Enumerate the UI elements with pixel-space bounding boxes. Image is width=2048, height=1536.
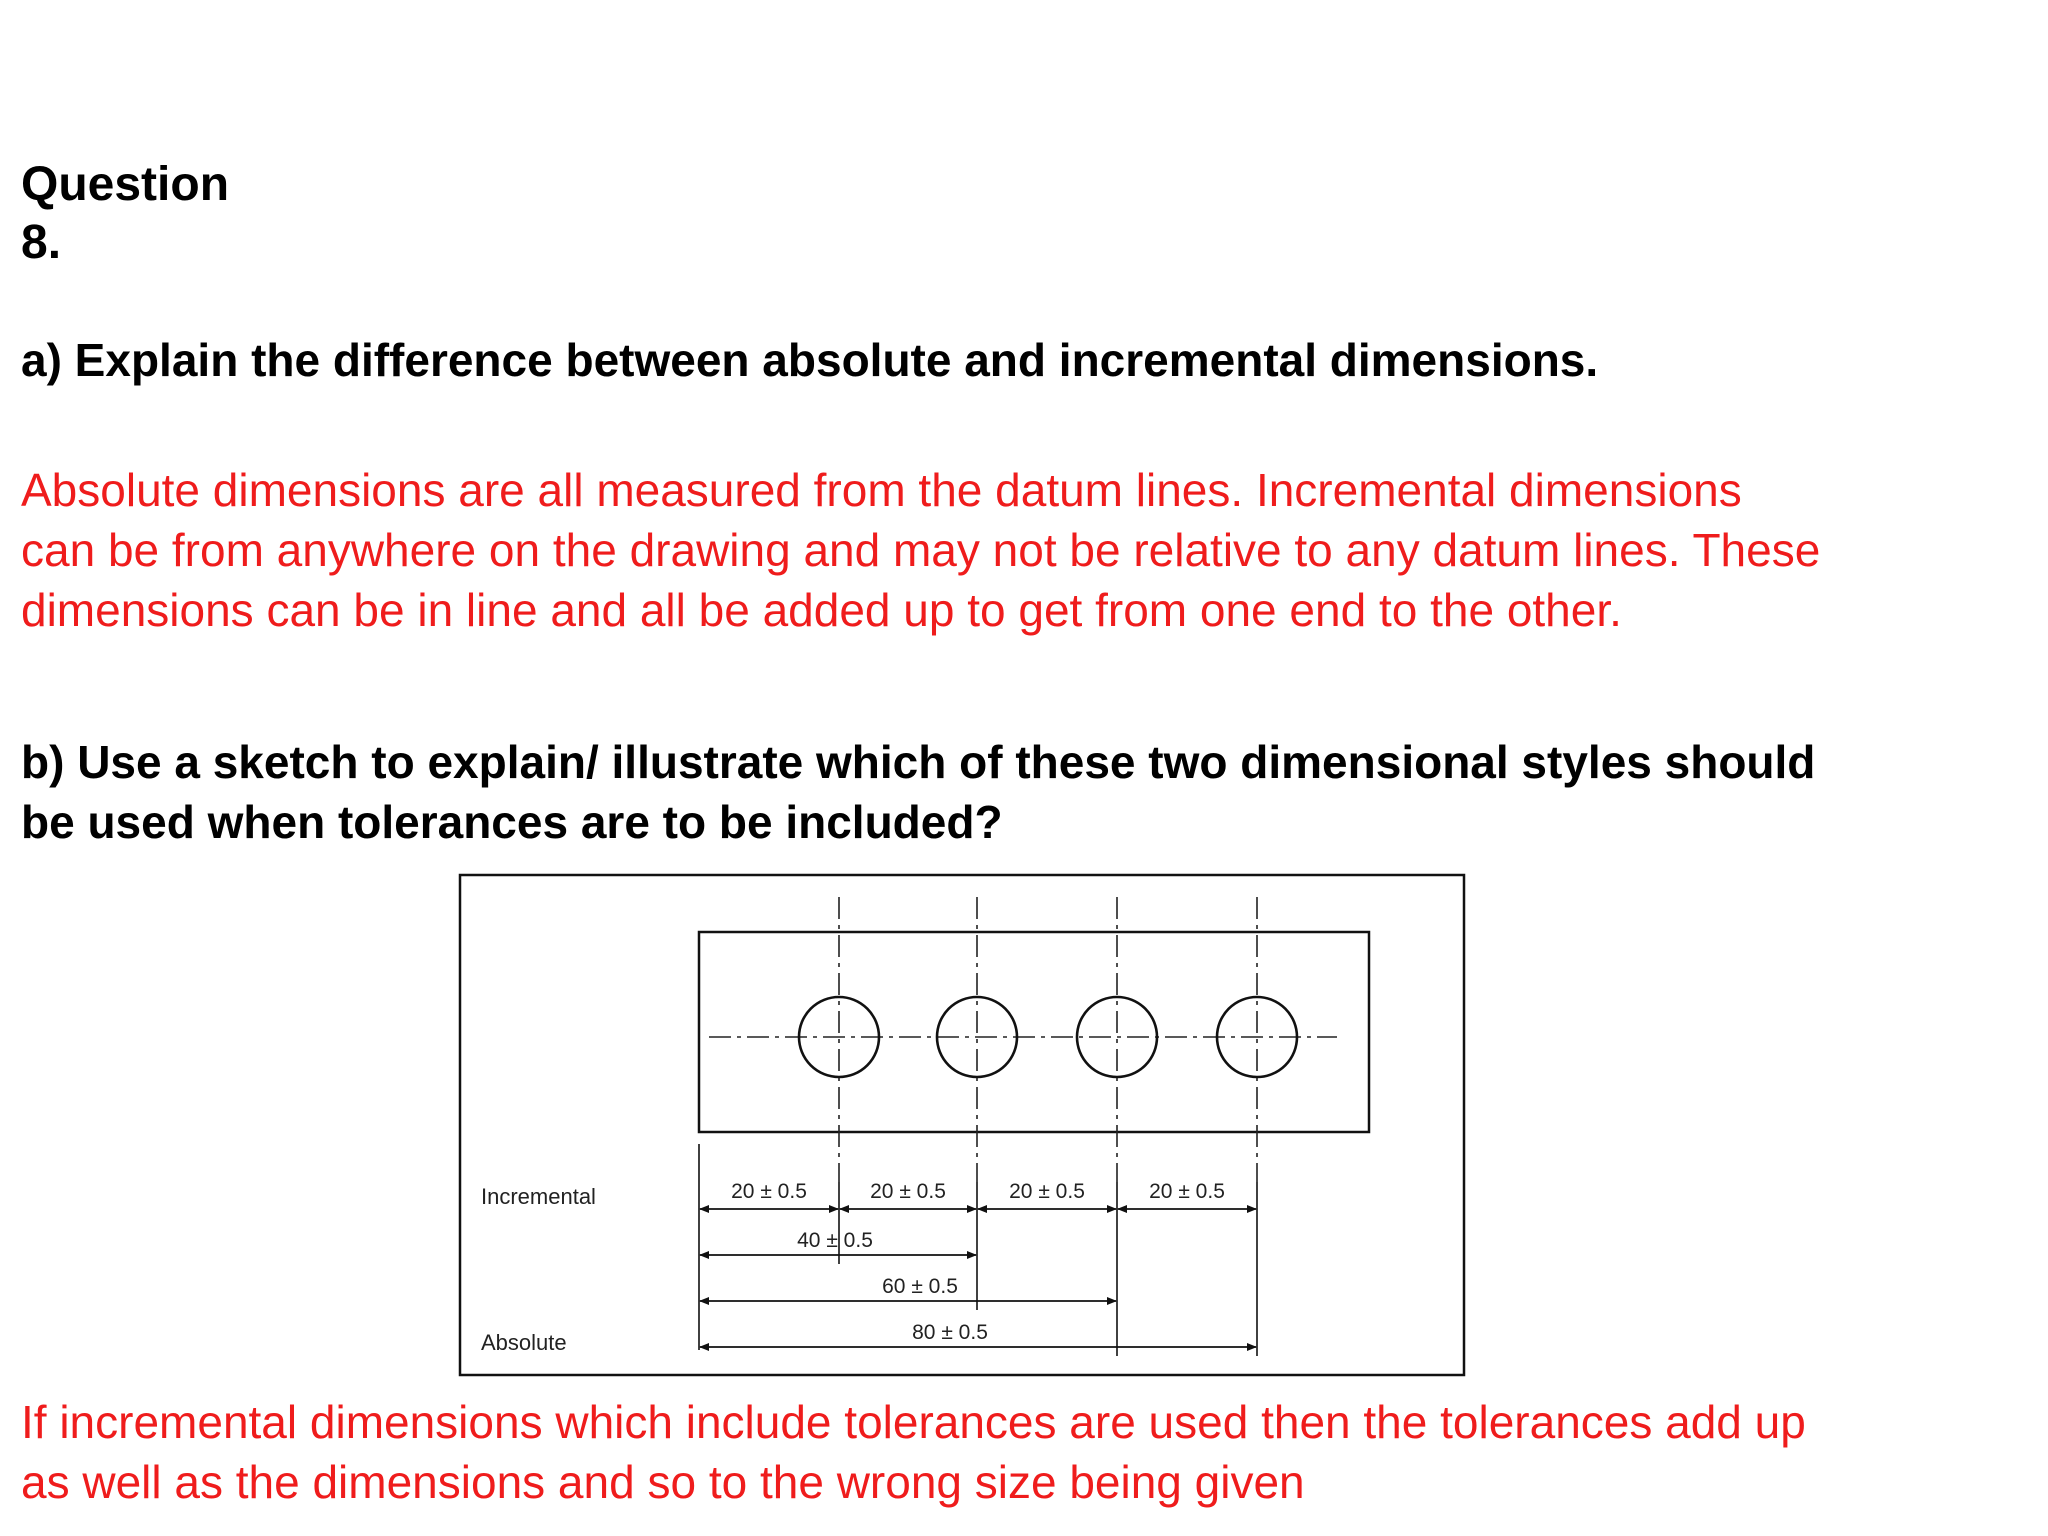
answer-b-line: If incremental dimensions which include tolerances are used then the tolerances add up	[21, 1396, 1806, 1448]
absolute-dim-text: 40 ± 0.5	[797, 1229, 873, 1252]
incremental-dim-text: 20 ± 0.5	[870, 1180, 946, 1203]
absolute-dim-text: 80 ± 0.5	[912, 1321, 988, 1344]
question-b-line: be used when tolerances are to be included?	[21, 796, 1003, 848]
incremental-dim-text: 20 ± 0.5	[1009, 1180, 1085, 1203]
answer-b-line: as well as the dimensions and so to the wrong size being given	[21, 1456, 1305, 1508]
answer-a	[21, 460, 2041, 640]
vertical-centre-lines	[839, 897, 1257, 1182]
question-a: a) Explain the difference between absolute and incremental dimensions.	[21, 334, 1599, 386]
answer-a-line: Absolute dimensions are all measured from the datum lines. Incremental dimensions	[21, 464, 1742, 516]
answer-a-line: can be from anywhere on the drawing and may not be relative to any datum lines. These	[21, 524, 1821, 576]
answer-a-line: dimensions can be in line and all be added up to get from one end to the other.	[21, 584, 1622, 636]
absolute-dim-text: 60 ± 0.5	[882, 1275, 958, 1298]
incremental-dim-text: 20 ± 0.5	[731, 1180, 807, 1203]
dimensioning-sketch	[457, 872, 1469, 1380]
absolute-label: Absolute	[481, 1330, 567, 1355]
question-b-line: b) Use a sketch to explain/ illustrate which of these two dimensional styles should	[21, 736, 1816, 788]
question-number: 8.	[21, 216, 62, 269]
question-b	[21, 732, 2031, 852]
incremental-label: Incremental	[481, 1184, 596, 1209]
incremental-dim-text: 20 ± 0.5	[1149, 1180, 1225, 1203]
answer-b	[21, 1392, 2041, 1512]
sketch-frame	[460, 875, 1464, 1375]
title-word: Question	[21, 158, 230, 211]
